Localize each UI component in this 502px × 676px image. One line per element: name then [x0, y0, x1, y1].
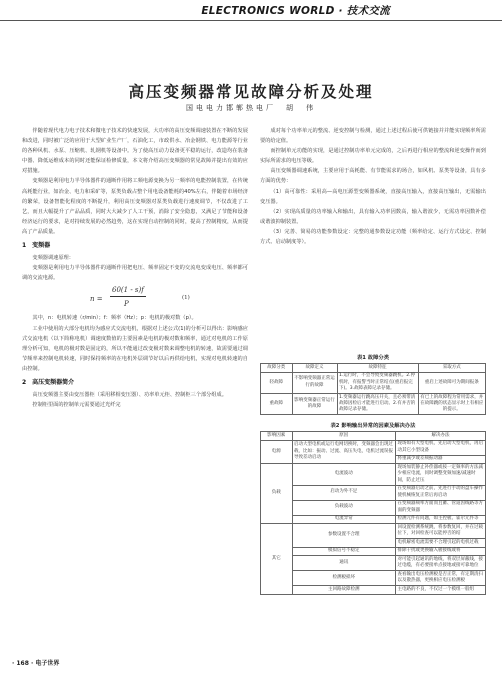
table-cell: 1.运行时，不会导致变频器跳机。2.停机时，有报警当时正常结点(重启报完下)。3.故障表障记录存储。: [337, 372, 418, 393]
paragraph: 工业中使用的大部分电机均为感应式交流电机，根据对上述公式(1)的分析可以得出：影响感应式交流电机（以下简称电机）调速度数值的主要因素是电机的极对数和频率，通过对电机的工作原理分析可知，电机的极对数是固定的，所以不能通过改变极对数来调整电机的转速，故需要通过调节频率来控制电机转速，同时保持频率的在电机外层调节好以后再供给电机，实现对电机转速的自由控制。: [22, 325, 248, 372]
formula-denominator: P: [124, 300, 129, 309]
table-cell: 影响变频器正常运行的故障: [292, 394, 337, 415]
table-cell: 启动为外不足: [292, 485, 396, 500]
table-row: [261, 515, 486, 524]
table-cell: 在变频器频率方面而且蓄、管道因线路等方面的变频器: [396, 500, 486, 515]
table1-header-cell: 故障特征: [337, 364, 418, 373]
table-cell: 负载波动: [292, 500, 396, 515]
left-column: [22, 126, 248, 410]
table-cell: 电源: [261, 440, 293, 464]
table-cell: 参数设置不合理: [292, 524, 396, 548]
table-cell: 通讯: [292, 556, 396, 571]
table-cell: 对可能引起通讯的地线，将双层屏蔽线，接过电缆，有必要接单点接地或接可靠地位: [396, 556, 486, 571]
table-row: [261, 372, 486, 393]
table-row: [261, 440, 486, 455]
table-cell: 1.变频器运行跳高压开关，且必须带清故障因检后才能进行启动。2.有并否的故障记录存储。: [337, 394, 418, 415]
table-cell: 电机解密电流需要不合理引起的电机过载: [396, 539, 486, 548]
output-anomaly-table: [260, 431, 486, 595]
table-row: [261, 547, 486, 556]
table-cell: 有已上的故障程为常用需求，并在故障跳的状态显示时上有相应的提示。: [418, 394, 486, 415]
formula-lhs: n =: [90, 295, 103, 304]
table-cell: 主电路的不良，不仅过一个模组一般组: [396, 586, 486, 595]
table2-header-cell: 原因: [292, 432, 396, 441]
paragraph: 高压变频器调速系统，主要应用于高耗能、有节能需求的场合，如风机、泵类等设备，具有多方面的优势：: [260, 168, 486, 185]
paragraph: 成对每个功率单元的整流、逆变控制与检测，通过上述过程后使可供链接并并能实现频率所需要的给定值。: [260, 128, 486, 145]
table-row: [261, 556, 486, 571]
fault-classification-table: [260, 363, 486, 415]
table-row: [261, 464, 486, 485]
table-cell: 重故障: [261, 394, 293, 415]
table-cell: 检测元件有问题，如主控板、霍尔元件等: [396, 515, 486, 524]
page-footer: · 168 · 电子世界: [12, 660, 60, 667]
article-title: 高压变频器常见故障分析及处理: [128, 83, 374, 101]
table-cell: 查看输出电压检测板是否正常，有定期清扫以及散热器，更换相应电压检测板: [396, 571, 486, 586]
table-cell: 其它: [261, 524, 293, 595]
table-cell: 回设置检测系统跳，将参数复回，并在过载位下，对回检查可以能停否的结: [396, 524, 486, 539]
paragraph: 控制柜里面的控制单元需要通过光纤完: [32, 402, 121, 409]
table2-caption: 表2 影响输出异常的因素及解决办法: [330, 423, 416, 429]
paragraph: （3）完善、简易的功能参数设定：完整的通参数设定功能（频率给定、运行方式设定、控制方式、启动制度等）。: [260, 228, 486, 246]
formula-numerator: 60(1 - s)f: [112, 286, 144, 295]
table-row: [261, 394, 486, 415]
table-cell: 轻故障: [261, 372, 293, 393]
table1-header-cell: 采取方式: [418, 364, 486, 373]
paragraph: （1）高可靠性：采用高—高电压源型变频器系统，直接高压输入，直接高压输出，无需输出变压器。: [260, 188, 486, 205]
paragraph: 高压变频器主要由变压器柜（采用移相变压器）、功率单元柜、控制柜三个部分组成。: [32, 392, 227, 399]
section-heading: 2 高压变频器简介: [22, 378, 75, 386]
speed-formula: [22, 283, 248, 313]
equation-number: (1): [182, 295, 190, 302]
table-cell: 现场如有大型电机，先启动大型电机，再启动其它小型设备: [396, 440, 486, 455]
table-row: [261, 571, 486, 586]
section-heading: 1 变频器: [22, 242, 51, 250]
table-cell: 排除干扰或更换输入板接线或将: [396, 547, 486, 556]
table-cell: 将重减少或差频振动器: [396, 455, 486, 464]
journal-header: [0, 0, 502, 28]
paragraph: 其中，n：电机转速（r/min）；f：频率（Hz）；p：电机的极对数（p）。: [32, 315, 197, 322]
table-cell: 模拟信号不稳定: [292, 547, 396, 556]
paragraph: 变频器是利用电力半导体器件的通断作用将工频电源变换为另一频率的电能控制装置，在传统高耗能行业，如冶金、电力和采矿等，泵类负载占整个用电设备能耗的40%左右，伴随着市场经济的繁荣，设备智能化程度的不断提升，利用高压变频器对泵类负载进行速度调节，不仅改进了工艺，而且大幅提升了产品品质，同时大大减少了人工干预，消除了安全隐患，又满足了节能和设备经济运行的要求，是对持续发展的必然趋势，这在实现自动控制的同时，提高了控制精度，从而提高了产品质量。: [22, 178, 248, 235]
table1-caption: 表1 故障分类: [356, 355, 389, 361]
journal-title: ELECTRONICS WORLD · 技术交流: [201, 5, 390, 17]
table-row: [261, 586, 486, 595]
table-cell: 电流波动: [292, 464, 396, 485]
header-rule: [0, 20, 502, 21]
table-row: [261, 485, 486, 500]
paragraph: （2）实现高质量的功率输入和输出，具有输入功率因数高，输入谐波少，无需功率因数补偿或谐波抑制装置。: [260, 208, 486, 225]
paragraph: 而控制单元功能的实现，是通过控制功率单元完成的，之后再进行相应的整流和逆变操作而到实际所需求的电压等级。: [260, 148, 486, 165]
article-author: 国电电力邯郸热电厂 胡 伟: [186, 104, 316, 112]
table-cell: 电流异常: [292, 515, 396, 524]
fraction-bar: [110, 296, 146, 297]
table-cell: 重启上述故障可为期间报条: [418, 372, 486, 393]
table-cell: 检测板损坏: [292, 571, 396, 586]
table2-header-cell: 影响因素: [261, 432, 293, 441]
table-cell: 主回路故障检测: [292, 586, 396, 595]
table-cell: 现场加装静止补偿器或按一定频率的方法减少相应电流，同时调整变频加速/减速时间，防止过压: [396, 464, 486, 485]
table-cell: 不影响变频器正常运行的故障: [292, 372, 337, 393]
table1-header-cell: 故障分类: [261, 364, 293, 373]
table2-header-cell: 解决办法: [396, 432, 486, 441]
paragraph: 变频器调速原理：: [32, 255, 74, 262]
right-column: [260, 126, 486, 247]
table1-header-cell: 故障定义: [292, 364, 337, 373]
table-row: [261, 500, 486, 515]
table-cell: 启动大型电机或运行电网切换时，变频器会出现过载，比如：振动、过流、高压失电，电机过流误报导致差动启动: [292, 440, 396, 464]
paragraph: 变频器是利用电力半导体器件的通断作用把电压、频率固定不变的交流电变成电压、频率都可调的交流电源。: [22, 265, 248, 282]
table-row: [261, 524, 486, 539]
table-cell: 在变频器启动之前，先进行手动的盘车操作使机械恢复正常后再启动: [396, 485, 486, 500]
paragraph: 伴随着现代电力电子技术和微电子技术的快速发展，大功率的高压变频调速装置在不断的发展和改进，同时被广泛的应用于大型矿业生产厂，石油化工，市政供水、冶金钢铁、电力能源等行业的各种风机、水泵、压缩机、轧钢机等设备中。为了使高压动力设备更平稳的运行，改造均在装备中器、降低运维成本的同时还能保证检修质量，本文将介绍高压变频器的常见故障并提出有效的应对措施。: [22, 128, 248, 175]
table-cell: 负载: [261, 464, 293, 524]
